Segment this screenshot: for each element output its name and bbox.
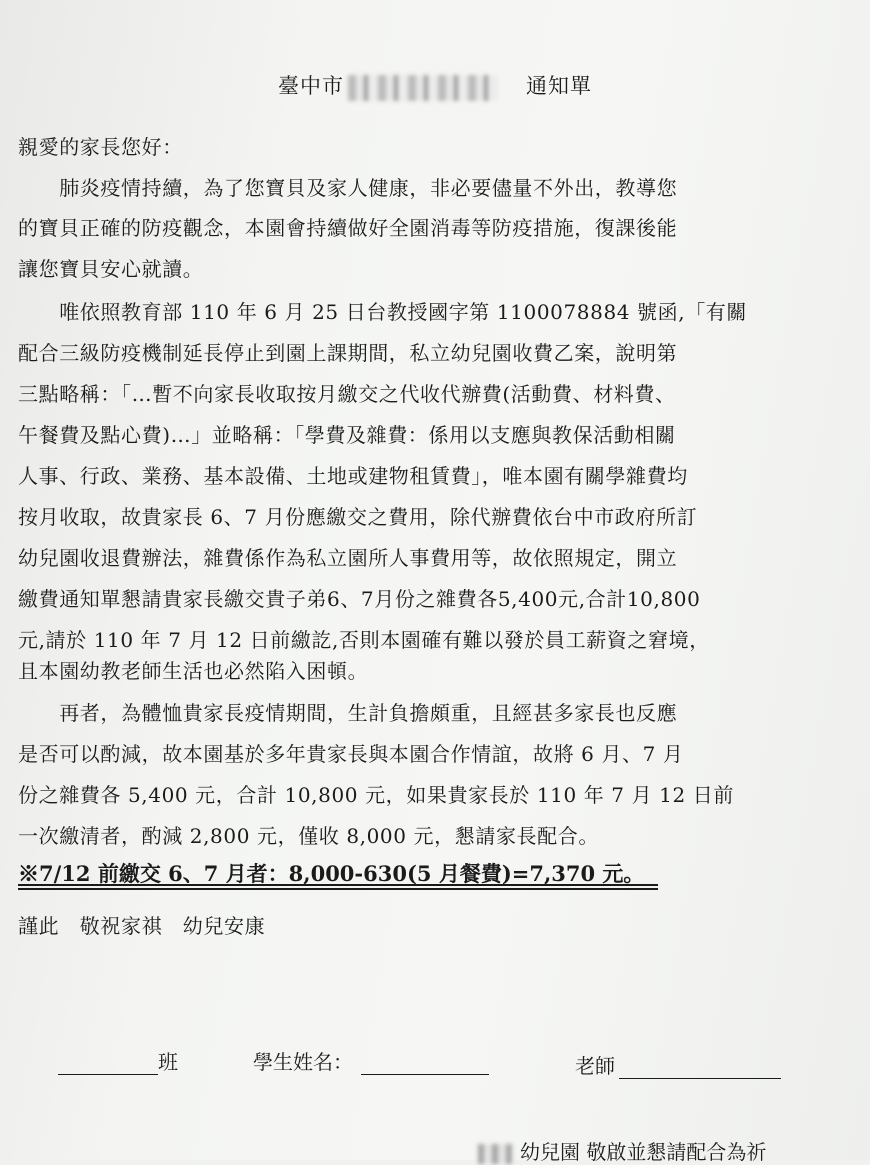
redacted-school-name: [478, 1144, 512, 1164]
teacher-field: [575, 1050, 781, 1079]
student-name-label: 學生姓名：: [253, 1050, 353, 1074]
notice-underline: [18, 884, 658, 890]
body-line: 配合三級防疫機制延長停止到園上課期間，私立幼兒園收費乙案，說明第: [18, 341, 678, 365]
body-line: 繳費通知單懇請貴家長繳交貴子弟6、7月份之雜費各5,400元,合計10,800: [18, 587, 701, 611]
class-field: [58, 1046, 178, 1075]
body-line: 唯依照教育部 110 年 6 月 25 日台教授國字第 1100078884 號函,「有關: [18, 300, 748, 324]
body-line: 人事、行政、業務、基本設備、土地或建物租賃費」，唯本園有關學雜費均: [18, 464, 688, 488]
body-line: 份之雜費各 5,400 元，合計 10,800 元，如果貴家長於 110 年 7 月 12 日前: [18, 783, 734, 807]
title-suffix: 通知單: [526, 74, 592, 98]
body-line: 再者，為體恤貴家長疫情期間，生計負擔頗重，且經甚多家長也反應: [18, 701, 678, 725]
body-line: 三點略稱：「…暫不向家長收取按月繳交之代收代辦費(活動費、材料費、: [18, 382, 676, 406]
body-line: 肺炎疫情持續，為了您寶貝及家人健康，非必要儘量不外出，教導您: [18, 176, 678, 200]
body-line: 按月收取，故貴家長 6、7 月份應繳交之費用，除代辦費依台中市政府所訂: [18, 505, 698, 529]
redacted-name: [348, 75, 498, 101]
body-line: 一次繳清者，酌減 2,800 元，僅收 8,000 元，懇請家長配合。: [18, 824, 599, 848]
body-line: 午餐費及點心費)…」並略稱：「學費及雜費：係用以支應與教保活動相關: [18, 423, 676, 447]
payment-notice: ※7/12 前繳交 6、7 月者：8,000-630(5 月餐費)=7,370 元。: [18, 861, 645, 886]
teacher-blank[interactable]: [619, 1078, 781, 1079]
body-line: 且本園幼教老師生活也必然陷入困頓。: [18, 659, 369, 683]
body-line: 元,請於 110 年 7 月 12 日前繳訖,否則本園確有難以發於員工薪資之窘境，: [18, 628, 710, 652]
document-title: [0, 70, 870, 101]
class-blank[interactable]: [58, 1074, 158, 1075]
greeting: 親愛的家長您好：: [18, 135, 183, 159]
body-line: 讓您寶貝安心就讀。: [18, 257, 204, 281]
body-line: 是否可以酌減，故本園基於多年貴家長與本園合作情誼，故將 6 月、7 月: [18, 742, 684, 766]
body-line: 幼兒園收退費辦法，雜費係作為私立園所人事費用等，故依照規定，開立: [18, 546, 678, 570]
footer-text: 幼兒園 敬啟並懇請配合為祈: [520, 1140, 767, 1164]
student-name-field: [253, 1046, 489, 1075]
teacher-label: 老師: [575, 1054, 615, 1078]
student-name-blank[interactable]: [361, 1074, 489, 1075]
closing: 謹此 敬祝家祺 幼兒安康: [18, 914, 266, 938]
body-line: 的寶貝正確的防疫觀念，本園會持續做好全園消毒等防疫措施，復課後能: [18, 216, 678, 240]
footer: [478, 1136, 766, 1165]
class-label: 班: [158, 1050, 178, 1074]
title-prefix: 臺中市: [278, 74, 344, 98]
